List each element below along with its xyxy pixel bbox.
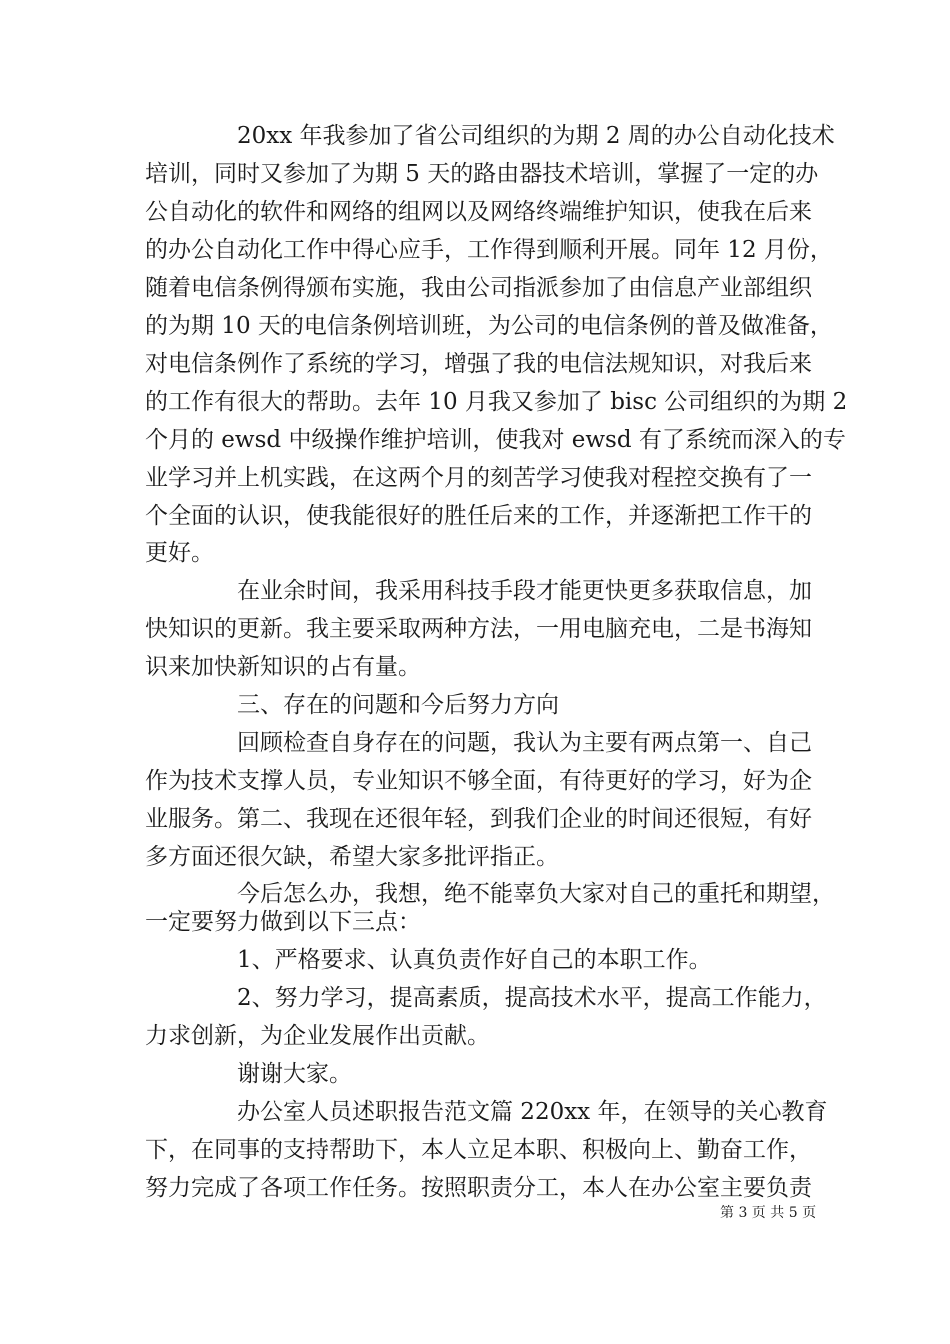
text-line: 的办公自动化工作中得心应手，工作得到顺利开展。同年 12 月份，: [145, 237, 833, 263]
text-line: 回顾检查自身存在的问题，我认为主要有两点第一、自己: [145, 730, 812, 756]
list-item: 1、严格要求、认真负责作好自己的本职工作。: [145, 947, 712, 973]
list-item: 2、努力学习，提高素质，提高技术水平，提高工作能力，: [145, 985, 827, 1011]
text-line: 个月的 ewsd 中级操作维护培训，使我对 ewsd 有了系统而深入的专: [145, 427, 846, 453]
text-line: 一定要努力做到以下三点：: [145, 909, 421, 935]
text-line: 培训，同时又参加了为期 5 天的路由器技术培训，掌握了一定的办: [145, 161, 819, 187]
text-line: 业学习并上机实践，在这两个月的刻苦学习使我对程控交换有了一: [145, 465, 812, 491]
text-line: 识来加快新知识的占有量。: [145, 654, 421, 680]
text-line: 业服务。第二、我现在还很年轻，到我们企业的时间还很短，有好: [145, 806, 812, 832]
text-line: 个全面的认识，使我能很好的胜任后来的工作，并逐渐把工作干的: [145, 503, 812, 529]
text-line: 更好。: [145, 540, 214, 566]
text-line: 的为期 10 天的电信条例培训班，为公司的电信条例的普及做准备，: [145, 313, 833, 339]
text-line: 下，在同事的支持帮助下，本人立足本职、积极向上、勤奋工作，: [145, 1137, 812, 1163]
text-line: 多方面还很欠缺，希望大家多批评指正。: [145, 844, 559, 870]
text-line: 快知识的更新。我主要采取两种方法，一用电脑充电，二是书海知: [145, 616, 812, 642]
text-line: 今后怎么办，我想，绝不能辜负大家对自己的重托和期望，: [145, 881, 835, 907]
text-line: 努力完成了各项工作任务。按照职责分工，本人在办公室主要负责: [145, 1175, 812, 1201]
text-line: 在业余时间，我采用科技手段才能更快更多获取信息，加: [145, 578, 812, 604]
text-line: 公自动化的软件和网络的组网以及网络终端维护知识，使我在后来: [145, 199, 812, 225]
text-line: 作为技术支撑人员，专业知识不够全面，有待更好的学习，好为企: [145, 768, 812, 794]
text-line: 谢谢大家。: [145, 1061, 352, 1087]
text-line: 力求创新，为企业发展作出贡献。: [145, 1023, 490, 1049]
text-line: 20xx 年我参加了省公司组织的为期 2 周的办公自动化技术: [145, 123, 835, 149]
section-heading: 三、存在的问题和今后努力方向: [145, 692, 559, 718]
text-line: 随着电信条例得颁布实施，我由公司指派参加了由信息产业部组织: [145, 275, 812, 301]
page-number-footer: 第 3 页 共 5 页: [720, 1205, 817, 1221]
text-line: 对电信条例作了系统的学习，增强了我的电信法规知识，对我后来: [145, 351, 812, 377]
text-line: 的工作有很大的帮助。去年 10 月我又参加了 bisc 公司组织的为期 2: [145, 389, 848, 415]
text-line: 办公室人员述职报告范文篇 220xx 年，在领导的关心教育: [145, 1099, 828, 1125]
